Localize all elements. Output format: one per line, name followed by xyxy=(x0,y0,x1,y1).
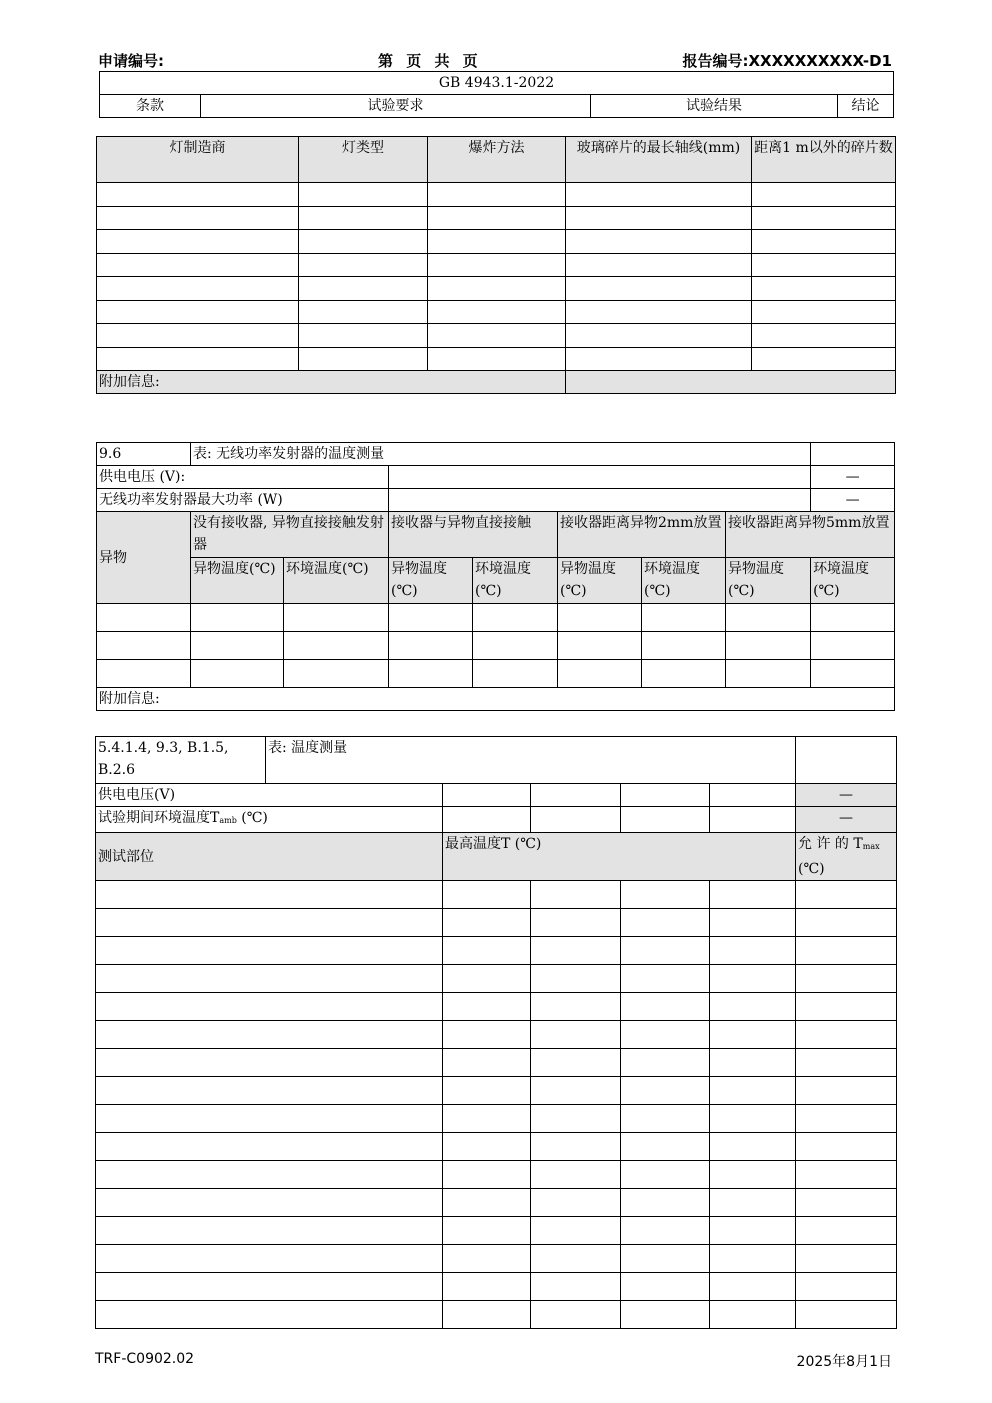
wireless-max-power-value[interactable] xyxy=(389,489,811,512)
wireless-max-power-label: 无线功率发射器最大功率 (W) xyxy=(97,489,389,512)
lamp-table xyxy=(96,136,896,394)
lamp-header-count: 距离1 m以外的碎片数 xyxy=(752,137,896,183)
temp-voltage-dash: — xyxy=(796,784,897,807)
table-row xyxy=(97,230,896,254)
group-no-receiver: 没有接收器, 异物直接接触发射器 xyxy=(191,512,389,558)
temp-ambient-label: 试验期间环境温度$T_{amb}$ (℃) xyxy=(96,807,443,833)
col-verdict: 结论 xyxy=(838,95,894,118)
sub-obj-temp: 异物温度(℃) xyxy=(191,558,284,604)
table-row xyxy=(97,632,895,660)
test-part-label: 测试部位 xyxy=(96,833,443,881)
apply-number-label: 申请编号: xyxy=(98,52,164,70)
col-clause: 条款 xyxy=(100,95,201,118)
sub-obj-temp: 异物温度(℃) xyxy=(389,558,473,604)
temp-table xyxy=(95,736,897,1329)
temp-ambient-dash: — xyxy=(796,807,897,833)
lamp-header-manufacturer: 灯制造商 xyxy=(97,137,299,183)
sub-env-temp: 环境温度(℃) xyxy=(473,558,558,604)
sub-env-temp: 环境温度(℃) xyxy=(642,558,726,604)
sub-env-temp: 环境温度(℃) xyxy=(811,558,895,604)
group-receiver-2mm: 接收器距离异物2mm放置 xyxy=(558,512,726,558)
table-row xyxy=(96,1021,897,1049)
group-receiver-5mm: 接收器距离异物5mm放置 xyxy=(726,512,895,558)
wireless-max-power-dash: — xyxy=(811,489,895,512)
report-number: 报告编号:XXXXXXXXXX-D1 xyxy=(682,52,892,70)
table-row xyxy=(96,937,897,965)
wireless-note: 附加信息: xyxy=(97,688,895,711)
table-row xyxy=(97,300,896,324)
sub-obj-temp: 异物温度(℃) xyxy=(558,558,642,604)
col-requirement: 试验要求 xyxy=(201,95,591,118)
lamp-note: 附加信息: xyxy=(97,371,566,394)
table-row xyxy=(97,253,896,277)
max-temp-label: 最高温度T (℃) xyxy=(443,833,796,881)
wireless-temp-table xyxy=(96,442,895,711)
table-row xyxy=(96,1245,897,1273)
table-row xyxy=(96,1273,897,1301)
table-row xyxy=(96,1161,897,1189)
foreign-object-label: 异物 xyxy=(97,512,191,604)
table-row xyxy=(97,206,896,230)
wireless-voltage-label: 供电电压 (V): xyxy=(97,466,389,489)
sub-obj-temp: 异物温度(℃) xyxy=(726,558,811,604)
temp-voltage-label: 供电电压(V) xyxy=(96,784,443,807)
lamp-header-type: 灯类型 xyxy=(299,137,428,183)
footer-date: 2025年8月1日 xyxy=(796,1354,892,1370)
table-row xyxy=(96,1049,897,1077)
table-row xyxy=(97,324,896,348)
table-row xyxy=(97,183,896,207)
temp-clause: 5.4.1.4, 9.3, B.1.5, B.2.6 xyxy=(96,737,266,784)
form-number: TRF-C0902.02 xyxy=(95,1351,195,1367)
lamp-header-fragment: 玻璃碎片的最长轴线(mm) xyxy=(566,137,752,183)
table-row xyxy=(96,1301,897,1329)
wireless-clause: 9.6 xyxy=(97,443,191,466)
table-row xyxy=(96,1217,897,1245)
lamp-note-value[interactable] xyxy=(566,371,896,394)
table-row xyxy=(96,909,897,937)
table-row xyxy=(96,1105,897,1133)
wireless-title: 表: 无线功率发射器的温度测量 xyxy=(191,443,811,466)
clause-header-table xyxy=(99,71,894,118)
table-row xyxy=(96,881,897,909)
sub-env-temp: 环境温度(℃) xyxy=(284,558,389,604)
temp-title: 表: 温度测量 xyxy=(266,737,796,784)
standard-number: GB 4943.1-2022 xyxy=(100,72,894,95)
table-row xyxy=(96,1189,897,1217)
table-row xyxy=(97,660,895,688)
table-row xyxy=(96,1077,897,1105)
table-row xyxy=(96,965,897,993)
col-result: 试验结果 xyxy=(591,95,838,118)
table-row xyxy=(97,347,896,371)
wireless-voltage-dash: — xyxy=(811,466,895,489)
page-count-label: 第 页 共 页 xyxy=(378,52,478,70)
lamp-header-method: 爆炸方法 xyxy=(428,137,566,183)
allowed-tmax-label: 允 许 的 $T_{max}$ (℃) xyxy=(796,833,897,881)
table-row xyxy=(97,277,896,301)
wireless-voltage-value[interactable] xyxy=(389,466,811,489)
group-receiver-contact: 接收器与异物直接接触 xyxy=(389,512,558,558)
table-row xyxy=(96,1133,897,1161)
table-row xyxy=(96,993,897,1021)
table-row xyxy=(97,604,895,632)
